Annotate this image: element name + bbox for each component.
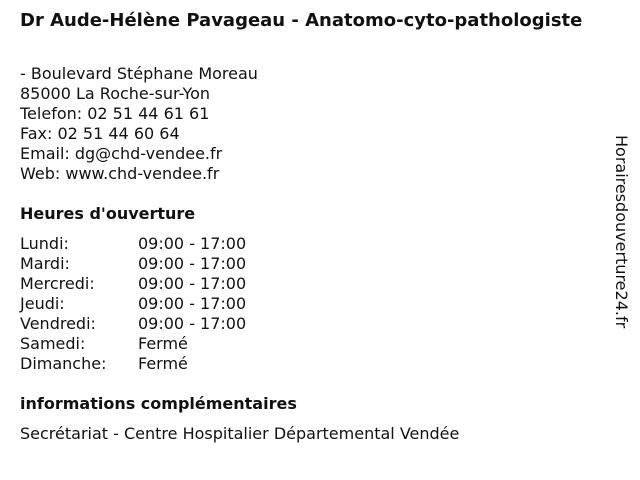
hours-row-tuesday <box>20 254 246 274</box>
day-hours: Fermé <box>138 354 188 373</box>
day-label: Mardi: <box>20 254 70 273</box>
city-address: 85000 La Roche-sur-Yon <box>20 84 211 103</box>
day-label: Lundi: <box>20 234 69 253</box>
day-hours: 09:00 - 17:00 <box>138 294 247 313</box>
hours-row-saturday <box>20 334 246 354</box>
opening-hours-table <box>20 234 246 374</box>
day-label: Samedi: <box>20 334 86 353</box>
contact-block <box>20 64 258 184</box>
hours-row-sunday <box>20 354 246 374</box>
day-label: Vendredi: <box>20 314 96 333</box>
opening-hours-heading: Heures d'ouverture <box>20 204 196 223</box>
day-hours: 09:00 - 17:00 <box>138 314 247 333</box>
day-label: Mercredi: <box>20 274 95 293</box>
page-title: Dr Aude-Hélène Pavageau - Anatomo-cyto-pathologiste <box>20 10 583 31</box>
day-label: Dimanche: <box>20 354 107 373</box>
hours-row-wednesday <box>20 274 246 294</box>
hours-row-monday <box>20 234 246 254</box>
website-address: Web: www.chd-vendee.fr <box>20 164 220 183</box>
day-hours: 09:00 - 17:00 <box>138 254 247 273</box>
fax-number: Fax: 02 51 44 60 64 <box>20 124 180 143</box>
day-hours: 09:00 - 17:00 <box>138 274 247 293</box>
phone-number: Telefon: 02 51 44 61 61 <box>20 104 210 123</box>
day-label: Jeudi: <box>20 294 65 313</box>
site-brand-watermark: Horairesdouverture24.fr <box>612 135 631 329</box>
hours-row-thursday <box>20 294 246 314</box>
email-address: Email: dg@chd-vendee.fr <box>20 144 223 163</box>
additional-info-heading: informations complémentaires <box>20 394 297 413</box>
day-hours: 09:00 - 17:00 <box>138 234 247 253</box>
street-address: - Boulevard Stéphane Moreau <box>20 64 258 83</box>
day-hours: Fermé <box>138 334 188 353</box>
hours-row-friday <box>20 314 246 334</box>
additional-info-text: Secrétariat - Centre Hospitalier Départemental Vendée <box>20 424 460 443</box>
